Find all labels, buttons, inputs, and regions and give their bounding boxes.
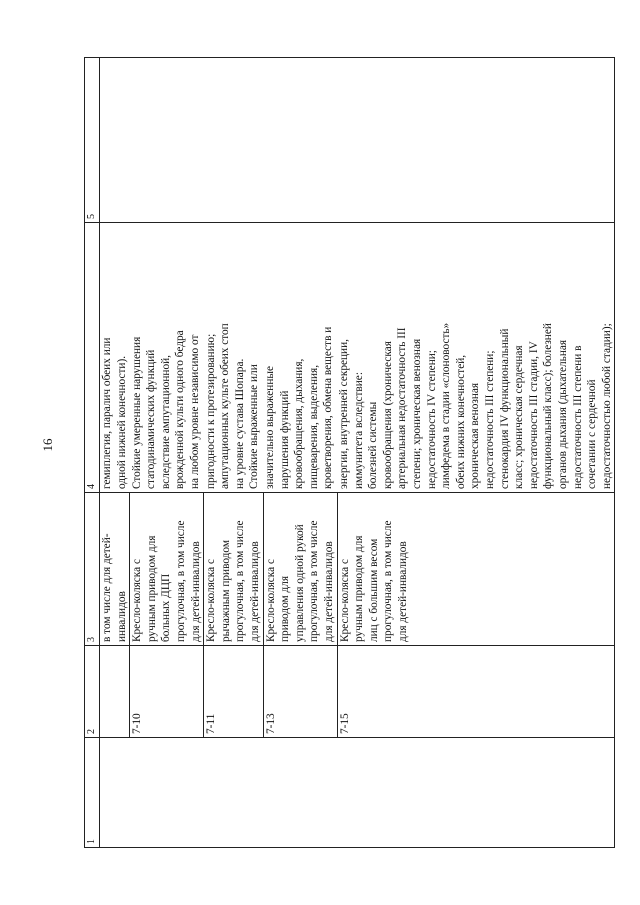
cell-line: лимфедема в стадии «слоновость» — [440, 322, 453, 489]
cell-line: рычажным приводом — [219, 540, 232, 642]
header-cell-1: 1 — [85, 738, 100, 848]
cell-line: стенокардия IV функциональный — [498, 328, 511, 489]
cell-line: пищеварения, выделения, — [307, 364, 320, 489]
cell-line: кровообращения (хроническая — [381, 341, 394, 489]
cell-line: одной нижней конечности). — [115, 355, 128, 489]
cell-line: недостаточностью любой стадии); — [600, 323, 613, 489]
cell-line: недостаточность III стадии, IV — [527, 341, 540, 489]
cell-line: статодинамических функций — [145, 349, 158, 489]
name-cell — [263, 493, 337, 646]
table-body — [100, 58, 615, 848]
header-cell-5: 5 — [85, 58, 100, 223]
cell-line: прогулочная, в том числе — [174, 520, 187, 642]
cell-line: кроветворения, обмена веществ и — [322, 326, 335, 489]
cell-line: на любом уровне независимо от — [189, 334, 202, 489]
header-cell-4: 4 — [85, 223, 100, 493]
cell-line: лиц с большим весом — [367, 538, 380, 642]
name-cell — [204, 493, 263, 646]
cell-line: недостаточность III степени; — [483, 350, 496, 489]
cell-line: прогулочная, в том числе — [308, 520, 321, 642]
col1-cell — [100, 738, 615, 848]
code-cell: 7-15 — [337, 646, 615, 738]
cell-line: для детей-инвалидов — [189, 541, 202, 642]
indications-cell — [337, 223, 615, 493]
code-cell: 7-10 — [130, 646, 204, 738]
cell-line: ручным приводом для — [353, 535, 366, 642]
indications-cell — [130, 223, 204, 493]
cell-line: прогулочная, в том числе — [382, 520, 395, 642]
header-cell-2: 2 — [85, 646, 100, 738]
rotated-table-wrapper — [84, 58, 613, 848]
cell-line: Кресло-коляска с — [131, 559, 144, 642]
cell-line: хроническая венозная — [469, 382, 482, 489]
cell-line: значительно выраженные — [264, 365, 277, 489]
cell-line: приводом для — [279, 575, 292, 642]
cell-line: на уровне сустава Шопара. — [233, 358, 246, 489]
cell-line: Кресло-коляска с — [205, 559, 218, 642]
cell-line: в том числе для детей- — [101, 533, 113, 642]
cell-line: энергии, внутренней секреции, — [338, 339, 350, 489]
header-cell-3: 3 — [85, 493, 100, 646]
cell-line: кровообращения, дыхания, — [293, 358, 306, 489]
page-number: 16 — [40, 438, 55, 452]
code-cell: 7-13 — [263, 646, 337, 738]
cell-line: обеих нижних конечностей, — [454, 354, 467, 489]
cell-line: для детей-инвалидов — [322, 541, 335, 642]
col5-cell — [100, 58, 615, 223]
name-cell — [100, 493, 130, 646]
table-row — [100, 58, 130, 848]
cell-line: иммунитета вследствие: — [352, 372, 365, 489]
cell-line: степени; хроническая венозная — [410, 338, 423, 489]
cell-line: функциональный класс); болезней — [542, 323, 555, 489]
cell-line: пригодности к протезированию; — [204, 333, 217, 489]
cell-line: Стойкие выраженные или — [248, 364, 261, 489]
cell-line: класс; хроническая сердечная — [513, 345, 526, 489]
cell-line: для детей-инвалидов — [248, 541, 261, 642]
name-cell — [130, 493, 204, 646]
cell-line: Стойкие умеренные нарушения — [130, 336, 143, 489]
cell-line: врожденной культи одного бедра — [174, 330, 187, 489]
cell-line: больных ДЦП — [160, 573, 173, 642]
cell-line: органов дыхания (дыхательная — [556, 339, 569, 489]
name-cell — [337, 493, 615, 646]
header-row — [85, 58, 100, 848]
cell-line: болезней системы — [367, 401, 380, 489]
code-cell — [100, 646, 130, 738]
indications-cell — [100, 223, 130, 493]
cell-line: вследствие ампутационной, — [159, 355, 172, 489]
cell-line: для детей-инвалидов — [396, 541, 409, 642]
code-cell: 7-11 — [204, 646, 263, 738]
cell-line: ампутационных культе обеих стоп — [219, 323, 232, 489]
indications-cell — [263, 223, 337, 493]
cell-line: ручным приводом для — [145, 535, 158, 642]
cell-line: сочетании с сердечной — [586, 379, 599, 489]
cell-line: управления одной рукой — [293, 524, 306, 642]
cell-line: Кресло-коляска с — [264, 559, 277, 642]
cell-line: нарушения функций — [278, 390, 291, 489]
cell-line: артериальная недостаточность III — [396, 327, 409, 489]
cell-line: Кресло-коляска с — [338, 559, 351, 642]
cell-line: прогулочная, в том числе — [234, 520, 247, 642]
cell-line: гемиплегия, паралич обеих или — [101, 337, 113, 489]
indications-table — [84, 57, 615, 848]
cell-line: недостаточность III степени в — [571, 345, 584, 489]
indications-cell — [204, 223, 263, 493]
cell-line: инвалидов — [115, 591, 128, 642]
cell-line: недостаточность IV степени; — [425, 350, 438, 489]
